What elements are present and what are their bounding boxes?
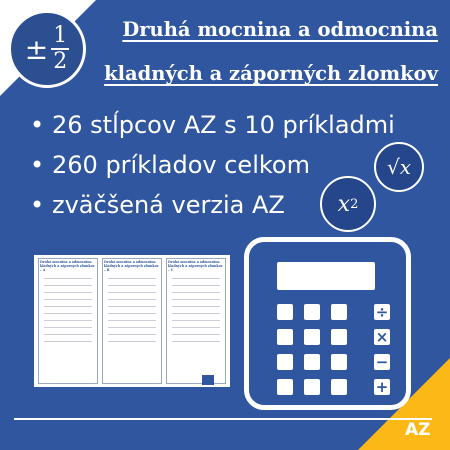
worksheet-column-header: Druhá mocnina a odmocnina kladných a záporných zlomkov – C bbox=[168, 260, 223, 272]
bullet-icon: • bbox=[30, 191, 45, 219]
calculator-key bbox=[304, 304, 320, 320]
calculator-key bbox=[304, 329, 320, 345]
calculator-key bbox=[277, 304, 293, 320]
square-root-label: √x bbox=[386, 155, 412, 179]
calculator-icon bbox=[244, 237, 411, 410]
worksheet-column bbox=[38, 258, 98, 384]
fraction-numerator: 1 bbox=[53, 23, 68, 48]
page-title-line-1: Druhá mocnina a odmocnina bbox=[122, 18, 438, 41]
calculator-key bbox=[277, 379, 293, 395]
calculator-key bbox=[304, 379, 320, 395]
bullet-icon: • bbox=[30, 111, 45, 139]
page-title-line-2: kladných a záporných zlomkov bbox=[104, 62, 438, 85]
feature-text: zväčšená verzia AZ bbox=[52, 191, 285, 219]
square-exponent: 2 bbox=[350, 196, 359, 212]
minus-key: − bbox=[375, 353, 389, 371]
feature-text: 260 príkladov celkom bbox=[52, 151, 310, 179]
calculator-screen bbox=[277, 262, 375, 290]
divide-key: ÷ bbox=[375, 303, 389, 321]
worksheet-column-header: Druhá mocnina a odmocnina kladných a záporných zlomkov – A bbox=[40, 260, 95, 272]
fraction-badge bbox=[8, 10, 86, 88]
bullet-icon: • bbox=[30, 151, 45, 179]
divider bbox=[14, 418, 432, 420]
calculator-key bbox=[331, 304, 347, 320]
calculator-key bbox=[331, 354, 347, 370]
square-base: x bbox=[337, 191, 351, 217]
plus-key: + bbox=[375, 378, 389, 396]
calculator-key bbox=[277, 329, 293, 345]
worksheet-column bbox=[102, 258, 162, 384]
square-power-icon bbox=[320, 176, 376, 232]
square-root-icon bbox=[374, 142, 424, 192]
calculator-key bbox=[331, 329, 347, 345]
calculator-key bbox=[277, 354, 293, 370]
feature-item bbox=[30, 105, 395, 145]
calculator-key bbox=[304, 354, 320, 370]
fraction bbox=[51, 24, 69, 74]
feature-text: 26 stĺpcov AZ s 10 príkladmi bbox=[52, 111, 395, 139]
worksheet-column bbox=[166, 258, 226, 384]
worksheet-preview bbox=[34, 255, 230, 387]
corner-label: AZ bbox=[405, 420, 431, 440]
plus-minus-symbol: ± bbox=[24, 32, 49, 66]
worksheet-column-header: Druhá mocnina a odmocnina kladných a záporných zlomkov – B bbox=[104, 260, 159, 272]
calculator-key bbox=[331, 379, 347, 395]
multiply-key: × bbox=[375, 328, 389, 346]
fraction-denominator: 2 bbox=[53, 49, 68, 74]
worksheet-logo-icon bbox=[202, 375, 214, 385]
